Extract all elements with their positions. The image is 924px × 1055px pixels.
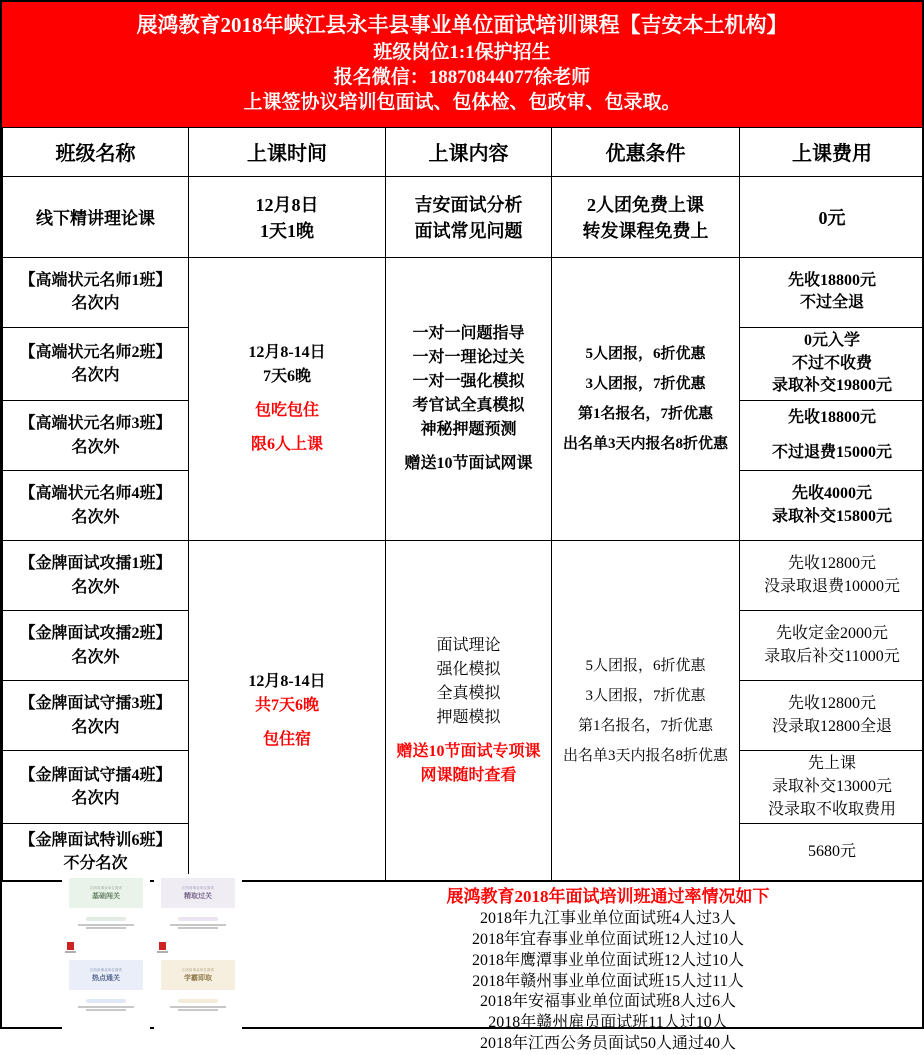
stats-line: 2018年鹰潭事业单位面试班12人过10人: [302, 951, 914, 972]
cover-text-lines: [170, 1006, 226, 1011]
gaoduan-promo-line-4: 出名单3天内报名8折优惠: [563, 436, 728, 452]
intro-content-line-2: 面试常见问题: [415, 221, 523, 241]
course-cover-thumbnail[interactable]: [154, 874, 242, 954]
row-intro-promo: [552, 176, 740, 257]
class-name-gaoduan-2: [3, 327, 189, 400]
fee-line: 录取补交13000元: [772, 778, 892, 795]
fee-line: 先收12800元: [788, 695, 876, 712]
class-title: 【高端状元名师3班】: [19, 415, 171, 432]
course-cover-thumbnail[interactable]: [62, 956, 150, 1036]
header-class-content: 上课内容: [386, 127, 552, 176]
class-name-jinpai-2: [3, 611, 189, 681]
class-rank-note: 不分名次: [6, 852, 185, 875]
gaoduan-promo-line-3: 第1名报名，7折优惠: [578, 406, 713, 422]
fee-line: 录取补交15800元: [772, 508, 892, 525]
class-rank-note: 名次外: [6, 436, 185, 459]
gaoduan-promo-cell: [552, 257, 740, 540]
jinpai-time-line-3: 包住宿: [263, 731, 311, 748]
class-rank-note: 名次内: [6, 364, 185, 387]
course-cover-thumbnail[interactable]: [154, 956, 242, 1036]
class-name-jinpai-4: [3, 751, 189, 824]
jinpai-content-cell: [386, 541, 552, 881]
header-class-fee: 上课费用: [740, 127, 924, 176]
fee-line: 先收12800元: [788, 555, 876, 572]
cover-subtitle: 江西省事业单位面试: [182, 967, 214, 972]
gaoduan-content-cell: [386, 257, 552, 540]
class-fee-gaoduan-4: [740, 471, 924, 541]
class-title: 【高端状元名师1班】: [19, 272, 171, 289]
class-name-jinpai-1: [3, 541, 189, 611]
gaoduan-content-line-2: 一对一理论过关: [412, 349, 524, 366]
fee-line: 先收定金2000元: [776, 625, 888, 642]
stats-line: 2018年江西公务员面试50人通过40人: [302, 1034, 914, 1055]
cover-art: [161, 878, 235, 908]
class-fee-gaoduan-2: [740, 327, 924, 400]
jinpai-content-line-2: 强化模拟: [436, 661, 500, 678]
row-intro-name: 线下精讲理论课: [3, 176, 189, 257]
jinpai-promo-line-4: 出名单3天内报名8折优惠: [563, 748, 728, 764]
jinpai-promo-line-3: 第1名报名，7折优惠: [578, 718, 713, 734]
course-table: [2, 127, 924, 881]
gaoduan-time-line-2: 7天6晚: [263, 368, 311, 385]
class-title: 【金牌面试守擂3班】: [19, 695, 171, 712]
thumbnail-grid: [62, 874, 242, 1036]
class-fee-jinpai-6: [740, 824, 924, 881]
class-title: 【高端状元名师2班】: [19, 344, 171, 361]
table-row: [3, 257, 924, 327]
class-rank-note: 名次外: [6, 576, 185, 599]
class-fee-jinpai-4: [740, 751, 924, 824]
fee-line: 不过退费15000元: [772, 444, 892, 461]
badge-caption: [65, 951, 76, 953]
class-fee-gaoduan-3: [740, 401, 924, 471]
red-badge-icon: [67, 942, 74, 950]
stats-line: 2018年九江事业单位面试班4人过3人: [302, 909, 914, 930]
stats-line: 2018年赣州事业单位面试班15人过11人: [302, 972, 914, 993]
table-body: [3, 176, 924, 880]
jinpai-time-line-2: 共7天6晚: [255, 697, 319, 714]
thumbnail-gallery: [2, 882, 302, 1027]
jinpai-promo-line-1: 5人团报，6折优惠: [585, 658, 705, 674]
cover-title: 基础闯关: [92, 891, 120, 901]
intro-time-line-1: 12月8日: [256, 195, 319, 215]
jinpai-content-line-3: 全真模拟: [436, 685, 500, 702]
cover-subtitle: 江西省事业单位面试: [90, 885, 122, 890]
jinpai-time-cell: [189, 541, 386, 881]
fee-line: 先收18800元: [788, 409, 876, 426]
footer-section: [2, 881, 922, 1027]
cover-pill: [178, 999, 218, 1003]
class-title: 【高端状元名师4班】: [19, 485, 171, 502]
stats-line: 2018年赣州雇员面试班11人过10人: [302, 1013, 914, 1034]
fee-line: 没录取不收取费用: [768, 801, 896, 818]
class-rank-note: 名次外: [6, 646, 185, 669]
gaoduan-content-line-4: 考官试全真模拟: [412, 397, 524, 414]
class-fee-gaoduan-1: [740, 257, 924, 327]
header-class-name: 班级名称: [3, 127, 189, 176]
fee-line: 没录取退费10000元: [764, 578, 900, 595]
class-title: 【金牌面试特训6班】: [19, 832, 171, 849]
stats-line: 2018年宜春事业单位面试班12人过10人: [302, 930, 914, 951]
banner-guarantee-line: 上课签协议培训包面试、包体检、包政审、包录取。: [8, 90, 916, 115]
header-class-time: 上课时间: [189, 127, 386, 176]
table-row: [3, 541, 924, 611]
class-title: 【金牌面试攻擂2班】: [19, 625, 171, 642]
header-promo-terms: 优惠条件: [552, 127, 740, 176]
cover-title: 热点通关: [92, 973, 120, 983]
fee-line: 没录取12800全退: [772, 718, 892, 735]
class-rank-note: 名次内: [6, 716, 185, 739]
cover-art: [69, 878, 143, 908]
red-badge-icon: [159, 942, 166, 950]
class-fee-jinpai-2: [740, 611, 924, 681]
cover-subtitle: 江西省事业单位面试: [182, 885, 214, 890]
cover-pill: [86, 999, 126, 1003]
row-intro-content: [386, 176, 552, 257]
gaoduan-time-cell: [189, 257, 386, 540]
cover-text-lines: [78, 1006, 134, 1011]
cover-pill: [178, 917, 218, 921]
cover-title: 精取过关: [184, 891, 212, 901]
jinpai-time-line-1: 12月8-14日: [248, 673, 325, 690]
intro-time-line-2: 1天1晚: [260, 221, 314, 241]
class-name-gaoduan-4: [3, 471, 189, 541]
cover-text-lines: [78, 924, 134, 929]
fee-line: 0元入学: [804, 332, 860, 349]
fee-line: 5680元: [808, 843, 856, 860]
class-rank-note: 名次外: [6, 506, 185, 529]
class-rank-note: 名次内: [6, 292, 185, 315]
fee-line: 不过全退: [800, 294, 864, 311]
cover-pill: [86, 917, 126, 921]
table-header: [3, 127, 924, 176]
stats-title: 展鸿教育2018年面试培训班通过率情况如下: [302, 886, 914, 909]
cover-text-lines: [170, 924, 226, 929]
class-fee-jinpai-3: [740, 681, 924, 751]
class-name-gaoduan-1: [3, 257, 189, 327]
fee-line: 先收4000元: [792, 485, 872, 502]
banner-title-line-2: 班级岗位1:1保护招生: [8, 40, 916, 65]
gaoduan-time-line-1: 12月8-14日: [248, 344, 325, 361]
fee-line: 不过不收费: [792, 355, 872, 372]
class-name-gaoduan-3: [3, 401, 189, 471]
row-intro-fee: 0元: [740, 176, 924, 257]
gaoduan-promo-line-1: 5人团报，6折优惠: [585, 346, 705, 362]
fee-line: 先上课: [808, 755, 856, 772]
banner-wechat-line: 报名微信：18870844077徐老师: [8, 65, 916, 90]
banner-title-line-1: 展鸿教育2018年峡江县永丰县事业单位面试培训课程【吉安本土机构】: [8, 12, 916, 40]
fee-line: 录取后补交11000元: [764, 648, 899, 665]
pass-rate-stats: [302, 882, 922, 1027]
gaoduan-time-line-3: 包吃包住: [255, 402, 319, 419]
intro-content-line-1: 吉安面试分析: [415, 195, 523, 215]
class-title: 【金牌面试守擂4班】: [19, 767, 171, 784]
table-row: [3, 176, 924, 257]
cover-art: [161, 960, 235, 990]
gaoduan-time-line-4: 限6人上课: [251, 436, 323, 453]
jinpai-content-line-6: 网课随时查看: [420, 767, 516, 784]
gaoduan-content-line-6: 赠送10节面试网课: [404, 455, 532, 472]
jinpai-content-line-4: 押题模拟: [436, 709, 500, 726]
cover-subtitle: 江西省事业单位面试: [90, 967, 122, 972]
class-rank-note: 名次内: [6, 787, 185, 810]
gaoduan-promo-line-2: 3人团报，7折优惠: [585, 376, 705, 392]
header-banner: [2, 2, 922, 127]
class-name-jinpai-6: [3, 824, 189, 881]
gaoduan-content-line-5: 神秘押题预测: [420, 421, 516, 438]
stats-line: 2018年安福事业单位面试班8人过6人: [302, 992, 914, 1013]
course-cover-thumbnail[interactable]: [62, 874, 150, 954]
cover-art: [69, 960, 143, 990]
intro-promo-line-2: 转发课程免费上: [583, 221, 709, 241]
cover-title: 学霸即取: [184, 973, 212, 983]
jinpai-promo-cell: [552, 541, 740, 881]
gaoduan-content-line-3: 一对一强化模拟: [412, 373, 524, 390]
class-title: 【金牌面试攻擂1班】: [19, 555, 171, 572]
jinpai-content-line-1: 面试理论: [436, 637, 500, 654]
badge-caption: [157, 951, 168, 953]
gaoduan-content-line-1: 一对一问题指导: [412, 325, 524, 342]
table-header-row: [3, 127, 924, 176]
class-fee-jinpai-1: [740, 541, 924, 611]
jinpai-content-line-5: 赠送10节面试专项课: [396, 743, 540, 760]
fee-line: 先收18800元: [788, 272, 876, 289]
class-name-jinpai-3: [3, 681, 189, 751]
intro-promo-line-1: 2人团免费上课: [587, 195, 704, 215]
row-intro-time: [189, 176, 386, 257]
fee-line: 录取补交19800元: [772, 377, 892, 394]
jinpai-promo-line-2: 3人团报，7折优惠: [585, 688, 705, 704]
